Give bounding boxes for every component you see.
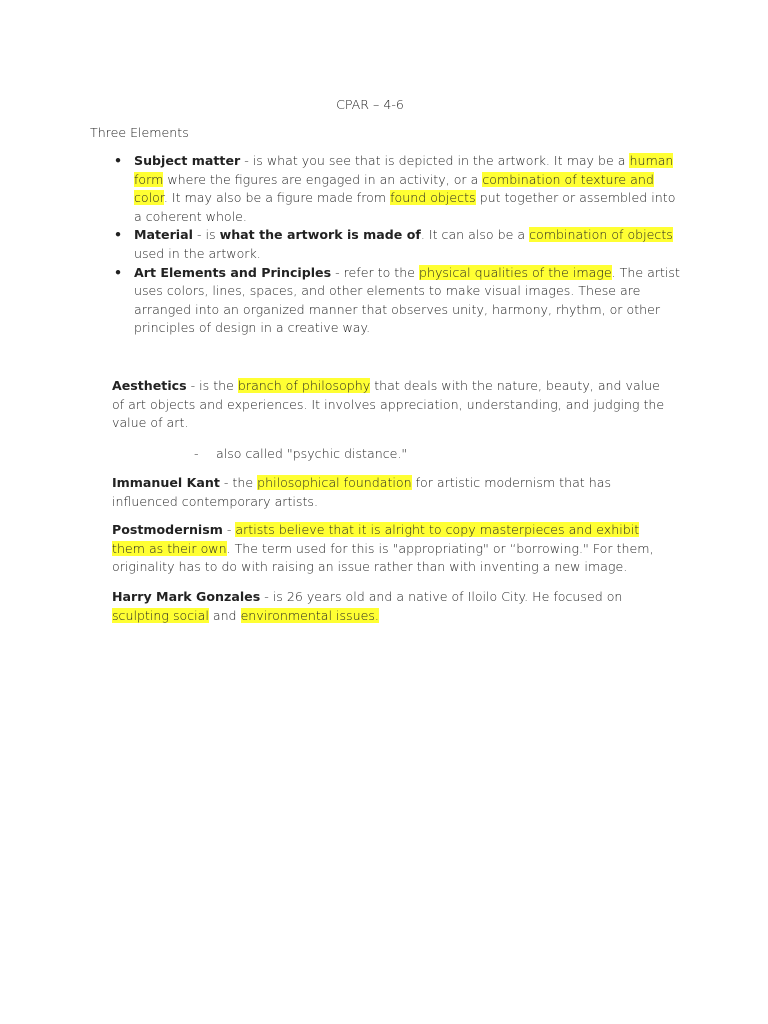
text: used in the artwork. — [134, 245, 261, 261]
text: - — [222, 522, 236, 537]
term-gonzales: Harry Mark Gonzales — [112, 589, 261, 604]
paragraph-gonzales — [112, 588, 672, 625]
highlight-texture-color: combination of texture and color — [134, 171, 654, 206]
highlight-physical-qualities: physical qualities of the image — [418, 264, 612, 280]
paragraph-kant — [112, 474, 672, 511]
text: that deals with the nature, beauty, and value of art objects and experiences. It involves appreciation, understanding, and judging the value of art. — [112, 378, 665, 431]
term-subject-matter: Subject matter — [134, 153, 241, 168]
list-item-material — [112, 226, 682, 263]
psychic-distance-note — [194, 445, 407, 464]
list-item-subject-matter — [112, 152, 682, 226]
highlight-environmental-issues: environmental issues. — [240, 607, 379, 623]
list-item-art-elements — [112, 264, 682, 338]
text: also called "psychic distance." — [216, 446, 408, 461]
text: - refer to the — [331, 264, 419, 280]
highlight-philosophical-foundation: philosophical foundation — [257, 475, 412, 490]
paragraph-postmodernism — [112, 521, 672, 577]
highlight-found-objects: found objects — [390, 190, 476, 206]
text: - the — [219, 475, 258, 490]
text: - is 26 years old and a native of Iloilo City. He focused on — [260, 589, 623, 604]
page-title: CPAR – 4-6 — [336, 97, 404, 112]
highlight-sculpting-social: sculpting social — [112, 607, 209, 623]
text: - is the — [186, 378, 238, 393]
bold-made-of: what the artwork is made of — [219, 227, 421, 243]
text: put together or assembled into a coherent whole. — [134, 190, 676, 224]
text: - is what you see that is depicted in the artwork. It may be a — [240, 153, 630, 168]
highlight-copy-masterpieces: artists believe that it is alright to copy masterpieces and exhibit them as their own — [112, 522, 640, 556]
text: . It can also be a — [420, 227, 530, 243]
text: and — [208, 607, 241, 623]
text: . The term used for this is "appropriating" or “borrowing." For them, originality has to do with raising an issue rather than with inventing a new image. — [112, 540, 654, 575]
term-material: Material — [134, 227, 193, 243]
text: - is — [192, 227, 220, 243]
text: . It may also be a figure made from — [163, 190, 391, 206]
term-postmodernism: Postmodernism — [112, 522, 223, 537]
highlight-combination-objects: combination of objects — [529, 227, 673, 243]
text: where the figures are engaged in an activity, or a — [163, 171, 483, 187]
text: . The artist uses colors, lines, spaces, and other elements to make visual images. These are arranged into an organized manner that observes unity, harmony, rhythm, or other principles of design in a creative way. — [134, 264, 680, 336]
term-art-elements: Art Elements and Principles — [134, 264, 332, 280]
text: for artistic modernism that has influenced contemporary artists. — [112, 475, 612, 509]
dash-marker: - — [194, 446, 199, 461]
term-aesthetics: Aesthetics — [112, 378, 187, 393]
three-elements-list — [112, 152, 682, 338]
highlight-branch-philosophy: branch of philosophy — [237, 378, 371, 393]
highlight-human-form: human form — [134, 153, 674, 187]
paragraph-aesthetics — [112, 377, 672, 433]
section-heading: Three Elements — [90, 125, 189, 140]
term-kant: Immanuel Kant — [112, 475, 220, 490]
